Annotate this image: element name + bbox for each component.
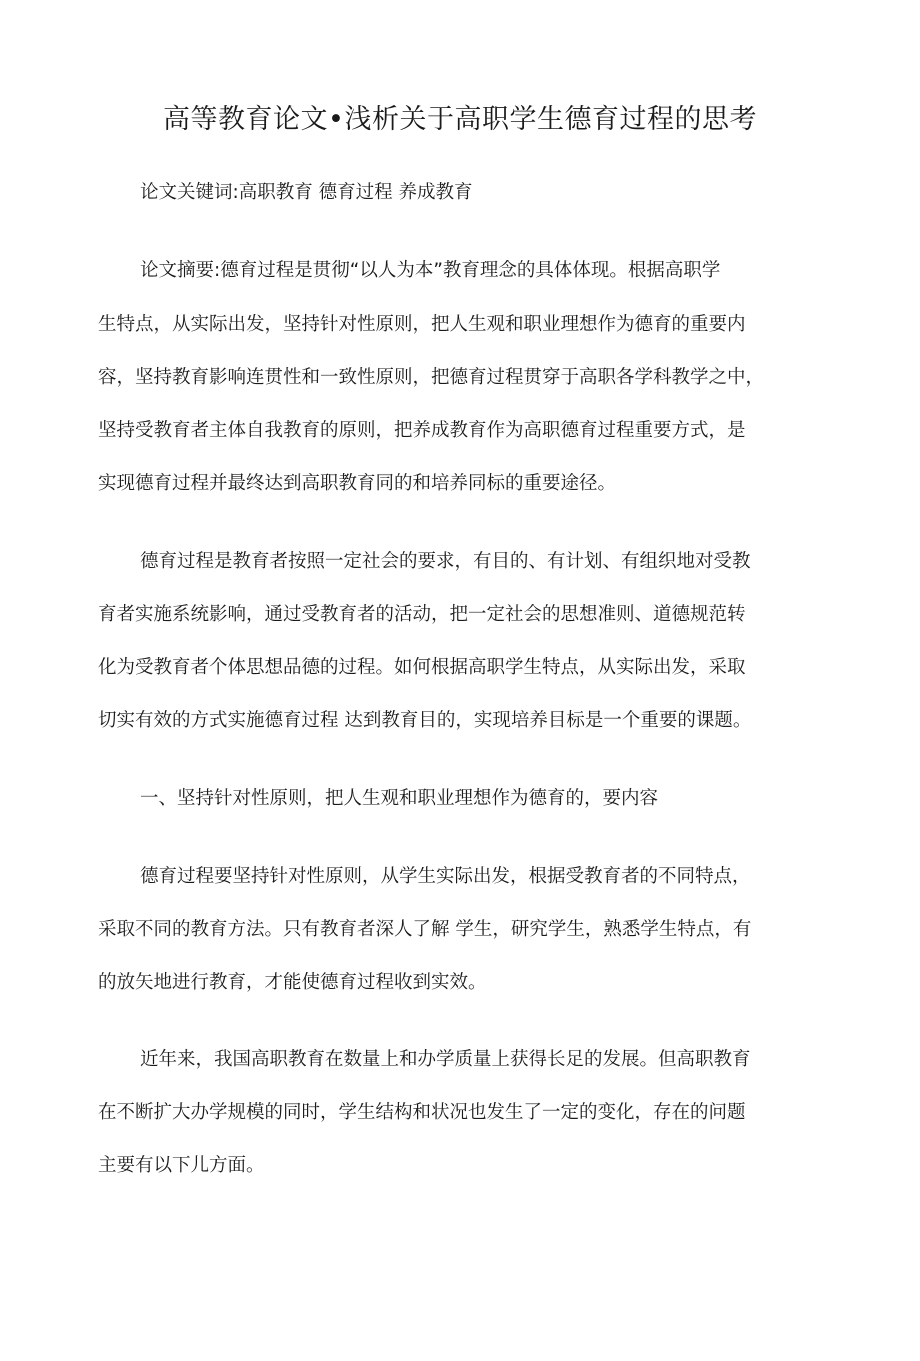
paragraph-line: 德育过程是教育者按照一定社会的要求，有目的、有计划、有组织地对受教	[140, 551, 751, 572]
paragraph-line: 化为受教育者个体思想品德的过程。如何根据高职学生特点，从实际出发，采取	[98, 657, 746, 678]
abstract-line: 生特点，从实际出发，坚持针对性原则，把人生观和职业理想作为德育的重要内	[98, 314, 746, 335]
abstract-line: 论文摘要:德育过程是贯彻“以人为本”教育理念的具体体现。根据高职学	[140, 260, 721, 281]
abstract-line: 坚持受教育者主体自我教育的原则，把养成教育作为高职德育过程重要方式，是	[98, 420, 746, 441]
paragraph-line: 在不断扩大办学规模的同时，学生结构和状况也发生了一定的变化，存在的问题	[98, 1102, 746, 1123]
paragraph-line: 采取不同的教育方法。只有教育者深人了解 学生，研究学生，熟悉学生特点，有	[98, 919, 752, 940]
abstract-line: 实现德育过程并最终达到高职教育同的和培养同标的重要途径。	[98, 473, 617, 494]
paragraph-line: 切实有效的方式实施德育过程 达到教育目的，实现培养目标是一个重要的课题。	[98, 710, 752, 731]
paragraph-line: 德育过程要坚持针对性原则，从学生实际出发，根据受教育者的不同特点，	[140, 866, 751, 887]
keywords-line: 论文关键词:高职教育 德育过程 养成教育	[140, 182, 473, 203]
paragraph-line: 主要有以下儿方面。	[98, 1155, 265, 1176]
abstract-line: 容，坚持教育影响连贯性和一致性原则，把德育过程贯穿于高职各学科教学之中，	[98, 367, 765, 388]
document-title: 高等教育论文•浅析关于高职学生德育过程的思考	[163, 104, 757, 135]
paragraph-line: 的放矢地进行教育，才能使德育过程收到实效。	[98, 972, 487, 993]
paragraph-line: 近年来，我国高职教育在数量上和办学质量上获得长足的发展。但高职教育	[140, 1049, 751, 1070]
section-heading: 一、坚持针对性原则，把人生观和职业理想作为德育的，要内容	[140, 788, 659, 809]
paragraph-line: 育者实施系统影响，通过受教育者的活动，把一定社会的思想准则、道德规范转	[98, 604, 746, 625]
